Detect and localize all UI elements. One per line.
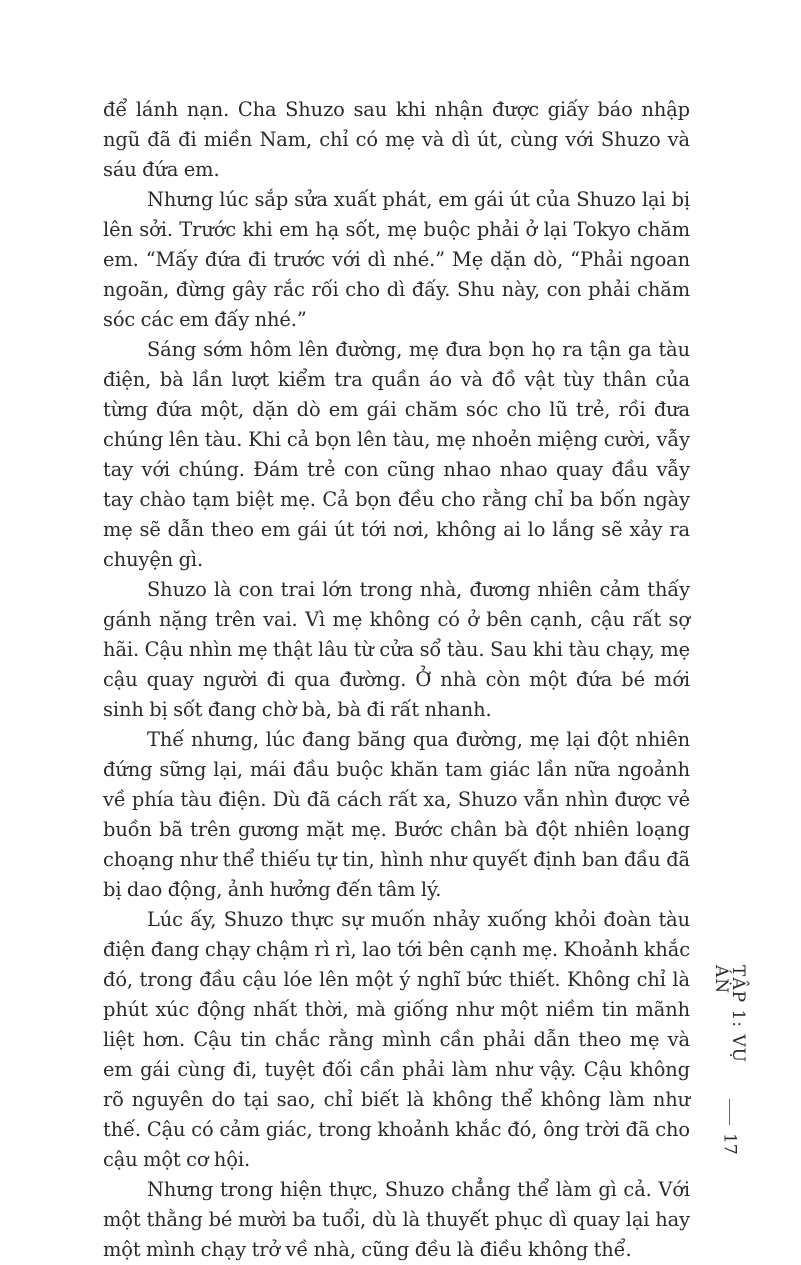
paragraph-2: Nhưng lúc sắp sửa xuất phát, em gái út của Shuzo lại bị lên sởi. Trước khi em hạ sốt, mẹ buộc phải ở lại Tokyo chăm em. “Mấy đứa đi trước với dì nhé.” Mẹ dặn dò, “Phải ngoan ngoãn, đừng gây rắc rối cho dì đấy. Shu này, con phải chăm sóc các em đấy nhé.”	[103, 188, 690, 331]
page-body	[103, 95, 690, 1265]
paragraph-6: Lúc ấy, Shuzo thực sự muốn nhảy xuống khỏi đoàn tàu điện đang chạy chậm rì rì, lao tới bên cạnh mẹ. Khoảnh khắc đó, trong đầu cậu lóe lên một ý nghĩ bức thiết. Không chỉ là phút xúc động nhất thời, mà giống như một niềm tin mãnh liệt hơn. Cậu tin chắc rằng mình cần phải dẫn theo mẹ và em gái cùng đi, tuyệt đối cần phải làm như vậy. Cậu không rõ nguyên do tại sao, chỉ biết là không thể không làm như thế. Cậu có cảm giác, trong khoảnh khắc đó, ông trời đã cho cậu một cơ hội.	[103, 908, 690, 1171]
page-number: 17	[719, 1133, 740, 1155]
paragraph-7: Nhưng trong hiện thực, Shuzo chẳng thể làm gì cả. Với một thằng bé mười ba tuổi, dù là thuyết phục dì quay lại hay một mình chạy trở về nhà, cũng đều là điều không thể.	[103, 1178, 690, 1261]
running-head-title: TẬP 1: VỤ ÁN	[711, 965, 748, 1064]
running-head	[712, 965, 746, 1155]
paragraph-1: để lánh nạn. Cha Shuzo sau khi nhận được giấy báo nhập ngũ đã đi miền Nam, chỉ có mẹ và dì út, cùng với Shuzo và sáu đứa em.	[103, 98, 690, 181]
paragraph-5: Thế nhưng, lúc đang băng qua đường, mẹ lại đột nhiên đứng sững lại, mái đầu buộc khăn tam giác lần nữa ngoảnh về phía tàu điện. Dù đã cách rất xa, Shuzo vẫn nhìn được vẻ buồn bã trên gương mặt mẹ. Bước chân bà đột nhiên loạng choạng như thể thiếu tự tin, hình như quyết định ban đầu đã bị dao động, ảnh hưởng đến tâm lý.	[103, 728, 690, 901]
paragraph-3: Sáng sớm hôm lên đường, mẹ đưa bọn họ ra tận ga tàu điện, bà lần lượt kiểm tra quần áo và đồ vật tùy thân của từng đứa một, dặn dò em gái chăm sóc cho lũ trẻ, rồi đưa chúng lên tàu. Khi cả bọn lên tàu, mẹ nhoẻn miệng cười, vẫy tay với chúng. Đám trẻ con cũng nhao nhao quay đầu vẫy tay chào tạm biệt mẹ. Cả bọn đều cho rằng chỉ ba bốn ngày mẹ sẽ dẫn theo em gái út tới nơi, không ai lo lắng sẽ xảy ra chuyện gì.	[103, 338, 690, 571]
running-head-divider	[729, 1099, 730, 1126]
paragraph-4: Shuzo là con trai lớn trong nhà, đương nhiên cảm thấy gánh nặng trên vai. Vì mẹ không có ở bên cạnh, cậu rất sợ hãi. Cậu nhìn mẹ thật lâu từ cửa sổ tàu. Sau khi tàu chạy, mẹ cậu quay người đi qua đường. Ở nhà còn một đứa bé mới sinh bị sốt đang chờ bà, bà đi rất nhanh.	[103, 578, 690, 721]
